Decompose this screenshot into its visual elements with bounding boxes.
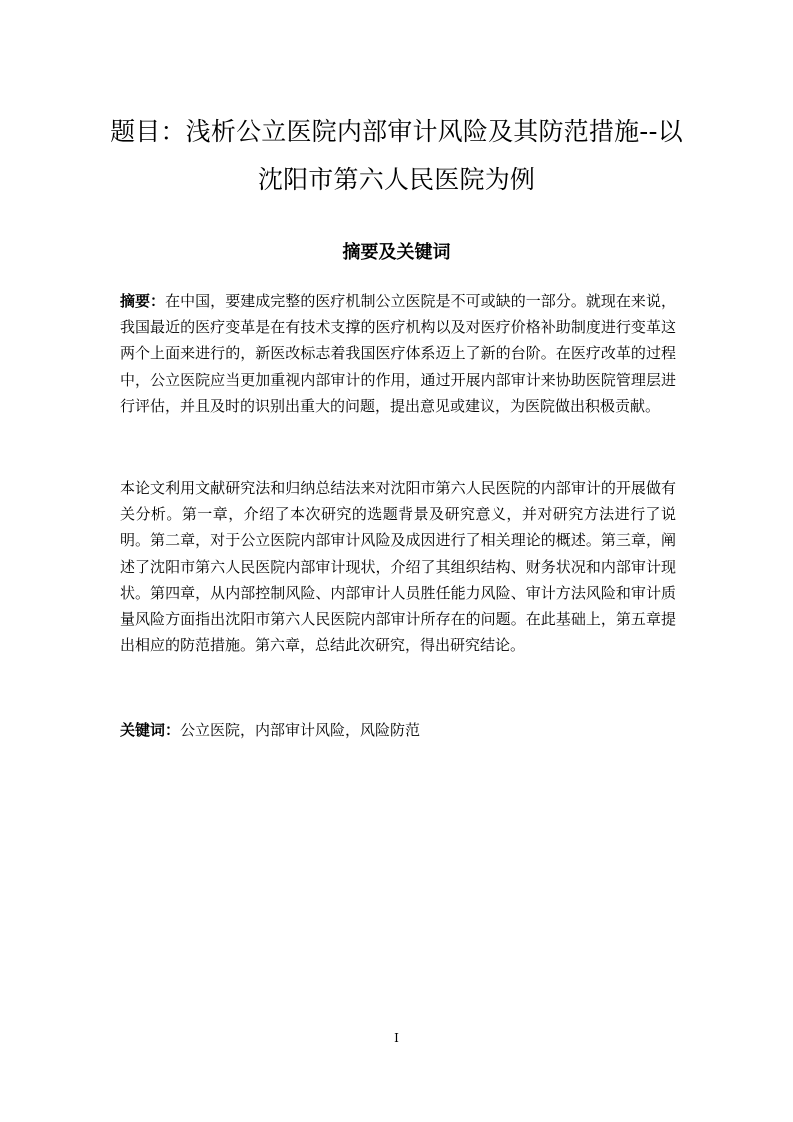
keywords-text: 公立医院，内部审计风险，风险防范 <box>180 721 421 739</box>
section-heading: 摘要及关键词 <box>342 242 451 263</box>
page-number: I <box>394 1031 399 1045</box>
keywords-paragraph <box>120 717 676 743</box>
abstract-text: 在中国，要建成完整的医疗机制公立医院是不可或缺的一部分。就现在来说，我国最近的医疗变革是在有技术支撑的医疗机构以及对医疗价格补助制度进行变革这两个上面来进行的，新医改标志着我国医疗体系迈上了新的台阶。在医疗改革的过程中，公立医院应当更加重视内部审计的作用，通过开展内部审计来协助医院管理层进行评估，并且及时的识别出重大的问题，提出意见或建议，为医院做出积极贡献。 <box>120 292 676 415</box>
keywords-label: 关键词： <box>120 721 181 739</box>
paper-title <box>100 108 693 204</box>
abstract-label: 摘要： <box>120 292 166 310</box>
abstract-paragraph <box>120 288 676 419</box>
paper-title-line-2: 沈阳市第六人民医院为例 <box>257 165 536 194</box>
body-paragraph: 本论文利用文献研究法和归纳总结法来对沈阳市第六人民医院的内部审计的开展做有关分析。第一章，介绍了本次研究的选题背景及研究意义，并对研究方法进行了说明。第二章，对于公立医院内部审计风险及成因进行了相关理论的概述。第三章，阐述了沈阳市第六人民医院内部审计现状，介绍了其组织结构、财务状况和内部审计现状。第四章，从内部控制风险、内部审计人员胜任能力风险、审计方法风险和审计质量风险方面指出沈阳市第六人民医院内部审计所存在的问题。在此基础上，第五章提出相应的防范措施。第六章，总结此次研究，得出研究结论。 <box>120 479 676 655</box>
paper-title-line-1: 题目：浅析公立医院内部审计风险及其防范措施--以 <box>110 117 683 146</box>
